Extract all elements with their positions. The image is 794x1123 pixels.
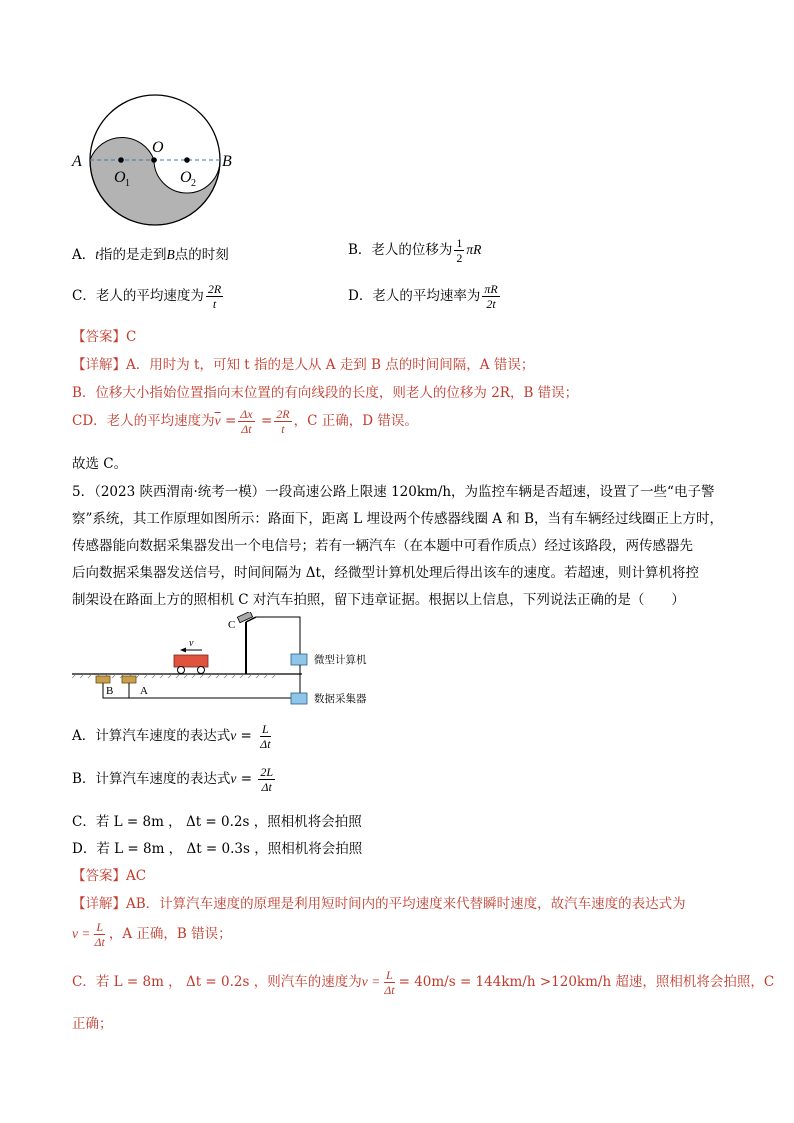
label-o2-sub: 2 bbox=[191, 178, 196, 189]
label-o1-sub: 1 bbox=[125, 178, 130, 189]
speed-trap-diagram bbox=[72, 612, 392, 717]
q5-detail-1: 【详解】AB．计算汽车速度的原理是利用短时间内的平均速度来代替瞬时速度，故汽车速度的表达式为 bbox=[72, 896, 686, 912]
computer-box bbox=[291, 654, 307, 665]
point-o2 bbox=[184, 157, 190, 163]
q4-option-b: B．老人的位移为 $\frac{1}{2}$ πR bbox=[348, 236, 482, 265]
label-b: B bbox=[222, 153, 232, 170]
point-o1 bbox=[118, 157, 124, 163]
q5-option-b: B．计算汽车速度的表达式v = $\frac{2L}{\Delta t}$ bbox=[72, 765, 274, 794]
label-a: A bbox=[72, 153, 82, 170]
label-collector: 数据采集器 bbox=[314, 693, 367, 705]
coil-b bbox=[96, 676, 110, 683]
q4-detail-3: CD．老人的平均速度为$\overline{v}$ = $\frac{\Delta x}{\Delta t}$ = $\frac{2R}{t}$ ，C 正确，D 错误。 bbox=[72, 407, 418, 436]
q4-option-d: D．老人的平均速率为 $\frac{\pi R}{2t}$ bbox=[348, 282, 498, 311]
label-o1: O bbox=[114, 169, 126, 186]
q5-stem-2: 察”系统，其工作原理如图所示：路面下，距离 L 埋设两个传感器线圈 A 和 B，当有车辆经过线圈正上方时， bbox=[72, 511, 723, 527]
collector-box bbox=[291, 693, 307, 704]
camera-wire bbox=[256, 617, 300, 654]
q4-detail-2: B．位移大小指始位置指向末位置的有向线段的长度，则老人的位移为 2R，B 错误； bbox=[72, 385, 579, 401]
car-wheel-rear bbox=[178, 667, 185, 674]
label-o2: O bbox=[180, 169, 192, 186]
q5-option-d: D．若 L = 8m ， Δt = 0.3s ，照相机将会拍照 bbox=[72, 841, 363, 857]
label-computer: 微型计算机 bbox=[314, 654, 367, 666]
label-camera: C bbox=[228, 619, 236, 631]
label-o: O bbox=[152, 139, 164, 156]
coil-a bbox=[122, 676, 136, 683]
label-velocity: v bbox=[189, 638, 194, 649]
q5-option-a: A．计算汽车速度的表达式v = $\frac{L}{\Delta t}$ bbox=[72, 722, 271, 751]
car-wheel-front bbox=[198, 667, 205, 674]
q5-stem-3: 传感器能向数据采集器发出一个电信号；若有一辆汽车（在本题中可看作质点）经过该路段，两传感器先 bbox=[72, 538, 693, 554]
label-coil-a: A bbox=[140, 685, 148, 697]
q5-detail-4: 正确； bbox=[72, 1016, 113, 1032]
q5-answer: 【答案】AC bbox=[72, 868, 147, 884]
q5-stem-1: 5．（2023 陕西渭南·统考一模）一段高速公路上限速 120km/h，为监控车辆是否超速，设置了一些“电子警 bbox=[72, 484, 715, 500]
q4-option-c: C．老人的平均速度为 $\frac{2R}{t}$ bbox=[72, 282, 222, 311]
q5-detail-3: C．若 L = 8m ， Δt = 0.2s ，则汽车的速度为v = $\frac{L}{\Delta t}$ = 40m/s = 144km/h >120km/h 超速，照相机将会拍照，C bbox=[72, 968, 775, 997]
label-coil-b: B bbox=[106, 685, 114, 697]
q5-stem-5: 制架设在路面上方的照相机 C 对汽车拍照，留下违章证据。根据以上信息，下列说法正确的是（ ） bbox=[72, 592, 685, 608]
q4-detail-1: 【详解】A．用时为 t，可知 t 指的是人从 A 走到 B 点的时间间隔，A 错误； bbox=[72, 357, 535, 373]
point-o bbox=[151, 157, 157, 163]
q5-stem-4: 后向数据采集器发送信号，时间间隔为 Δt，经微型计算机处理后得出该车的速度。若超速，则计算机将控 bbox=[72, 565, 699, 581]
yin-yang-diagram bbox=[60, 90, 260, 240]
q4-option-a: A．t指的是走到B点的时刻 bbox=[72, 247, 229, 263]
q4-answer: 【答案】C bbox=[72, 329, 137, 345]
car-body bbox=[174, 655, 208, 667]
q5-detail-2: v = $\frac{L}{\Delta t}$ ，A 正确，B 错误； bbox=[72, 920, 232, 949]
camera bbox=[237, 612, 252, 623]
q5-option-c: C．若 L = 8m ， Δt = 0.2s ，照相机将会拍照 bbox=[72, 814, 362, 830]
q4-conclusion: 故选 C。 bbox=[72, 456, 128, 472]
coil-wire bbox=[103, 683, 291, 698]
